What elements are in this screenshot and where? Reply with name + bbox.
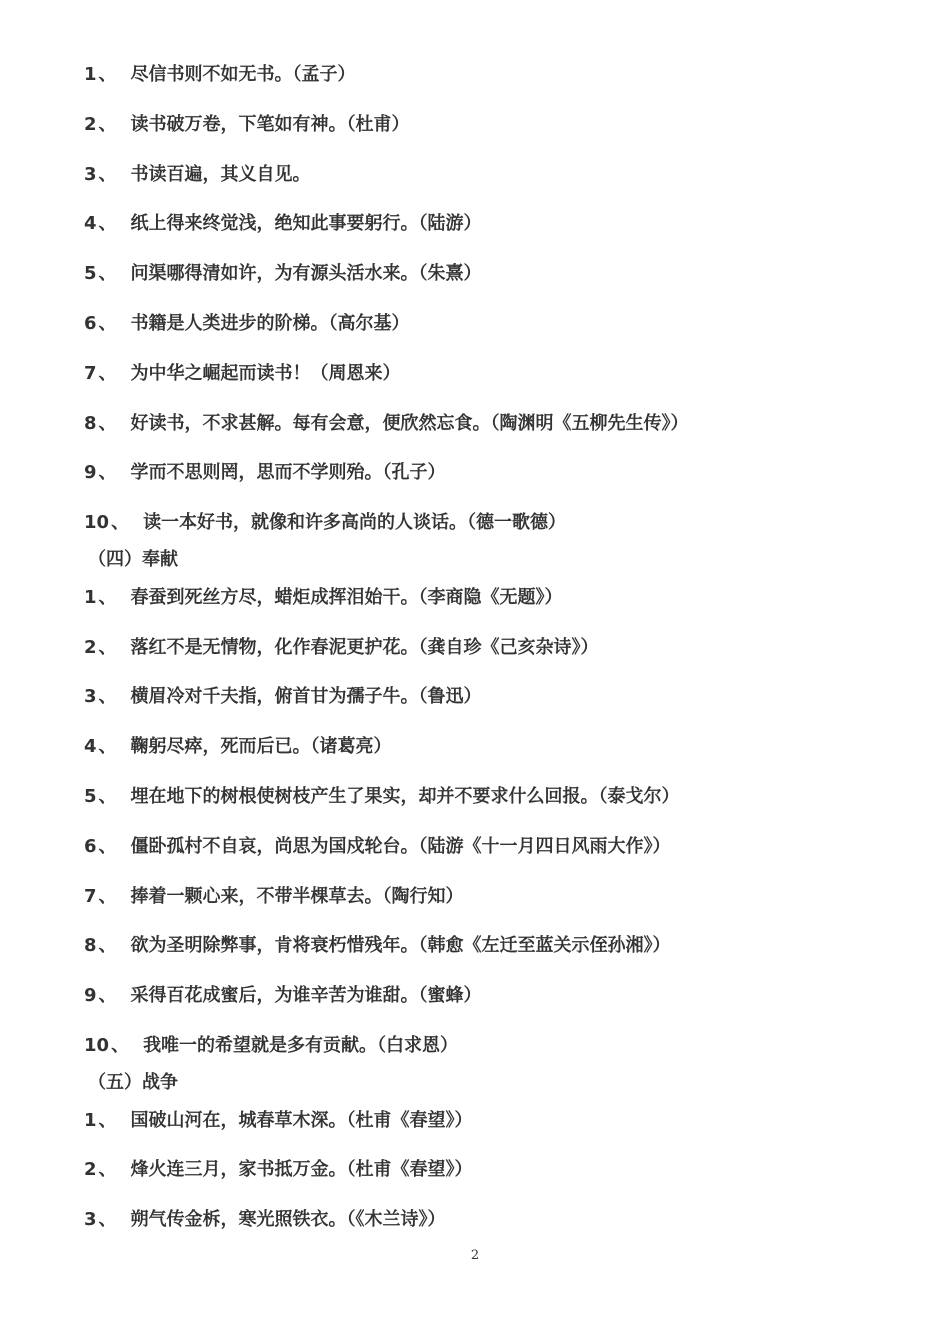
list-item: [84, 461, 446, 485]
list-item: [84, 312, 410, 336]
quote-text: 问渠哪得清如许，为有源头活水来。（朱熹）: [130, 263, 482, 284]
quote-text: 春蚕到死丝方尽，蜡炬成挥泪始干。（李商隐《无题》）: [130, 587, 563, 608]
item-number: 2: [84, 114, 97, 135]
quote-text: 纸上得来终觉浅，绝知此事要躬行。（陆游）: [130, 213, 482, 234]
list-item: [84, 785, 680, 809]
item-separator: 、: [98, 413, 117, 434]
item-number: 10: [84, 512, 110, 533]
list-item: [84, 934, 671, 958]
item-separator: 、: [98, 64, 117, 85]
item-separator: 、: [98, 363, 117, 384]
quote-text: 学而不思则罔，思而不学则殆。（孔子）: [130, 462, 446, 483]
quote-text: 国破山河在，城春草木深。（杜甫《春望》）: [130, 1110, 473, 1131]
quote-text: 鞠躬尽瘁，死而后已。（诸葛亮）: [130, 736, 392, 757]
list-item: [84, 1109, 473, 1133]
item-separator: 、: [98, 686, 117, 707]
section-heading: （四）奉献: [88, 549, 178, 570]
item-separator: 、: [98, 1209, 117, 1230]
quote-text: 埋在地下的树根使树枝产生了果实，却并不要求什么回报。（泰戈尔）: [130, 786, 680, 807]
item-separator: 、: [98, 1159, 117, 1180]
list-item: [84, 412, 689, 436]
item-separator: 、: [98, 462, 117, 483]
quote-text: 横眉冷对千夫指，俯首甘为孺子牛。（鲁迅）: [130, 686, 482, 707]
item-number: 8: [84, 413, 97, 434]
item-number: 10: [84, 1035, 110, 1056]
list-item: [84, 163, 311, 187]
quote-text: 我唯一的希望就是多有贡献。（白求恩）: [143, 1035, 459, 1056]
item-separator: 、: [98, 836, 117, 857]
item-separator: 、: [98, 886, 117, 907]
item-number: 3: [84, 164, 97, 185]
item-number: 3: [84, 1209, 97, 1230]
item-number: 5: [84, 263, 97, 284]
list-item: [84, 885, 464, 909]
item-number: 6: [84, 313, 97, 334]
quote-text: 好读书，不求甚解。每有会意，便欣然忘食。（陶渊明《五柳先生传》）: [130, 413, 689, 434]
item-separator: 、: [98, 736, 117, 757]
item-number: 4: [84, 736, 97, 757]
item-number: 3: [84, 686, 97, 707]
item-number: 2: [84, 637, 97, 658]
quote-text: 书读百遍，其义自见。: [130, 164, 311, 185]
page-number: 2: [470, 1248, 480, 1263]
quote-text: 捧着一颗心来，不带半棵草去。（陶行知）: [130, 886, 464, 907]
item-number: 7: [84, 886, 97, 907]
list-item: [84, 685, 482, 709]
list-item: [84, 586, 563, 610]
item-separator: 、: [98, 786, 117, 807]
quote-text: 朔气传金柝，寒光照铁衣。（《木兰诗》）: [130, 1209, 446, 1230]
list-item: [84, 511, 566, 535]
quote-text: 僵卧孤村不自哀，尚思为国戍轮台。（陆游《十一月四日风雨大作》）: [130, 836, 671, 857]
item-separator: 、: [98, 114, 117, 135]
item-separator: 、: [98, 587, 117, 608]
section-heading: （五）战争: [88, 1072, 178, 1093]
list-item: [84, 63, 356, 87]
item-number: 2: [84, 1159, 97, 1180]
quote-text: 读一本好书，就像和许多高尚的人谈话。（德一歌德）: [143, 512, 567, 533]
item-separator: 、: [98, 164, 117, 185]
list-item: [84, 735, 392, 759]
quote-text: 采得百花成蜜后，为谁辛苦为谁甜。（蜜蜂）: [130, 985, 482, 1006]
item-number: 9: [84, 462, 97, 483]
item-number: 6: [84, 836, 97, 857]
list-item: [84, 1158, 473, 1182]
item-number: 9: [84, 985, 97, 1006]
item-number: 5: [84, 786, 97, 807]
item-separator: 、: [98, 1110, 117, 1131]
item-number: 1: [84, 1110, 97, 1131]
list-item: [84, 984, 482, 1008]
item-separator: 、: [98, 637, 117, 658]
quote-text: 烽火连三月，家书抵万金。（杜甫《春望》）: [130, 1159, 473, 1180]
list-item: [84, 636, 599, 660]
quote-text: 尽信书则不如无书。（孟子）: [130, 64, 356, 85]
list-item: [84, 113, 410, 137]
item-number: 4: [84, 213, 97, 234]
list-item: [84, 212, 482, 236]
list-item: [84, 262, 482, 286]
item-separator: 、: [98, 263, 117, 284]
list-item: [84, 835, 671, 859]
item-separator: 、: [111, 512, 130, 533]
list-item: [84, 1208, 446, 1232]
item-separator: 、: [98, 213, 117, 234]
item-separator: 、: [111, 1035, 130, 1056]
item-number: 7: [84, 363, 97, 384]
quote-text: 为中华之崛起而读书！（周恩来）: [130, 363, 401, 384]
quote-text: 书籍是人类进步的阶梯。（高尔基）: [130, 313, 410, 334]
quote-text: 落红不是无情物，化作春泥更护花。（龚自珍《己亥杂诗》）: [130, 637, 599, 658]
list-item: [84, 362, 401, 386]
quote-text: 读书破万卷，下笔如有神。（杜甫）: [130, 114, 410, 135]
item-number: 8: [84, 935, 97, 956]
quote-text: 欲为圣明除弊事，肯将衰朽惜残年。（韩愈《左迁至蓝关示侄孙湘》）: [130, 935, 671, 956]
item-separator: 、: [98, 313, 117, 334]
list-item: [84, 1034, 458, 1058]
item-number: 1: [84, 587, 97, 608]
item-separator: 、: [98, 935, 117, 956]
item-separator: 、: [98, 985, 117, 1006]
item-number: 1: [84, 64, 97, 85]
